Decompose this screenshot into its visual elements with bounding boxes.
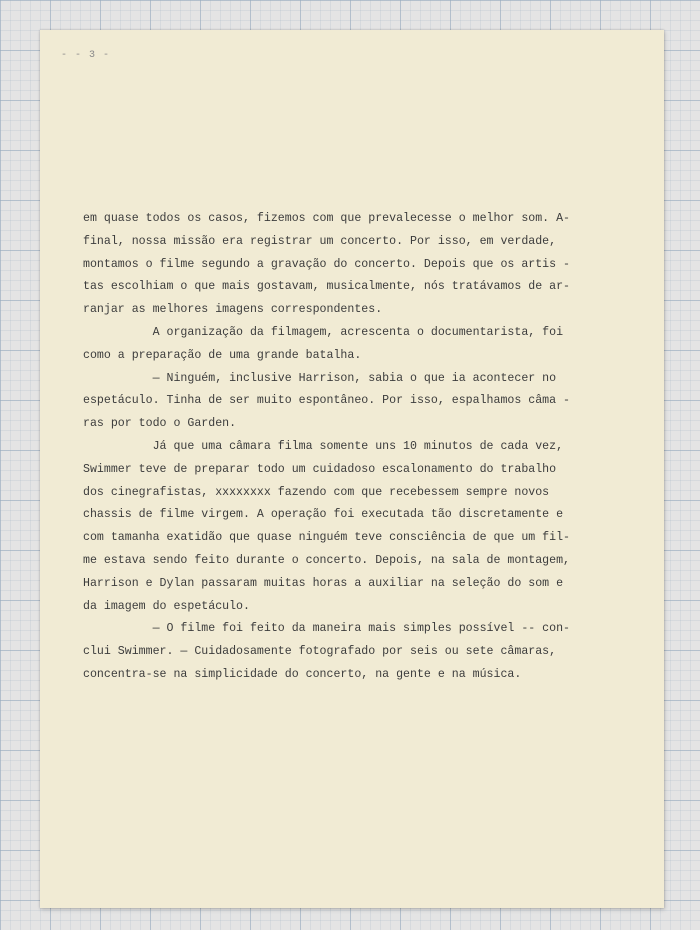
text-line: A organização da filmagem, acrescenta o documentarista, foi bbox=[83, 325, 564, 339]
text-line: me estava sendo feito durante o concerto. Depois, na sala de montagem, bbox=[83, 553, 571, 567]
page-number-mark: - - 3 - bbox=[61, 50, 111, 61]
text-line: como a preparação de uma grande batalha. bbox=[83, 348, 362, 362]
body-text bbox=[83, 208, 603, 687]
text-line: tas escolhiam o que mais gostavam, musicalmente, nós tratávamos de ar- bbox=[83, 280, 571, 294]
text-line: montamos o filme segundo a gravação do concerto. Depois que os artis - bbox=[83, 257, 571, 271]
typewritten-page bbox=[40, 30, 664, 908]
text-line: em quase todos os casos, fizemos com que prevalecesse o melhor som. A- bbox=[83, 212, 571, 225]
text-line: espetáculo. Tinha de ser muito espontâneo. Por isso, espalhamos câma - bbox=[83, 394, 571, 408]
text-line: Swimmer teve de preparar todo um cuidadoso escalonamento do trabalho bbox=[83, 462, 557, 476]
text-line: ras por todo o Garden. bbox=[83, 417, 237, 431]
text-line: ranjar as melhores imagens correspondentes. bbox=[83, 303, 383, 317]
text-line: dos cinegrafistas, xxxxxxxx fazendo com que recebessem sempre novos bbox=[83, 485, 550, 499]
text-line: — O filme foi feito da maneira mais simples possível -- con- bbox=[83, 622, 571, 636]
text-line: clui Swimmer. — Cuidadosamente fotografado por seis ou sete câmaras, bbox=[83, 645, 557, 659]
text-line: Harrison e Dylan passaram muitas horas a auxiliar na seleção do som e bbox=[83, 576, 564, 590]
text-line: — Ninguém, inclusive Harrison, sabia o que ia acontecer no bbox=[83, 371, 557, 385]
text-line: Já que uma câmara filma somente uns 10 minutos de cada vez, bbox=[83, 439, 564, 453]
text-line: da imagem do espetáculo. bbox=[83, 599, 250, 613]
text-line: final, nossa missão era registrar um concerto. Por isso, em verdade, bbox=[83, 234, 557, 248]
text-line: chassis de filme virgem. A operação foi executada tão discretamente e bbox=[83, 508, 564, 522]
text-line: com tamanha exatidão que quase ninguém teve consciência de que um fil- bbox=[83, 531, 571, 545]
text-line: concentra-se na simplicidade do concerto, na gente e na música. bbox=[83, 667, 522, 681]
